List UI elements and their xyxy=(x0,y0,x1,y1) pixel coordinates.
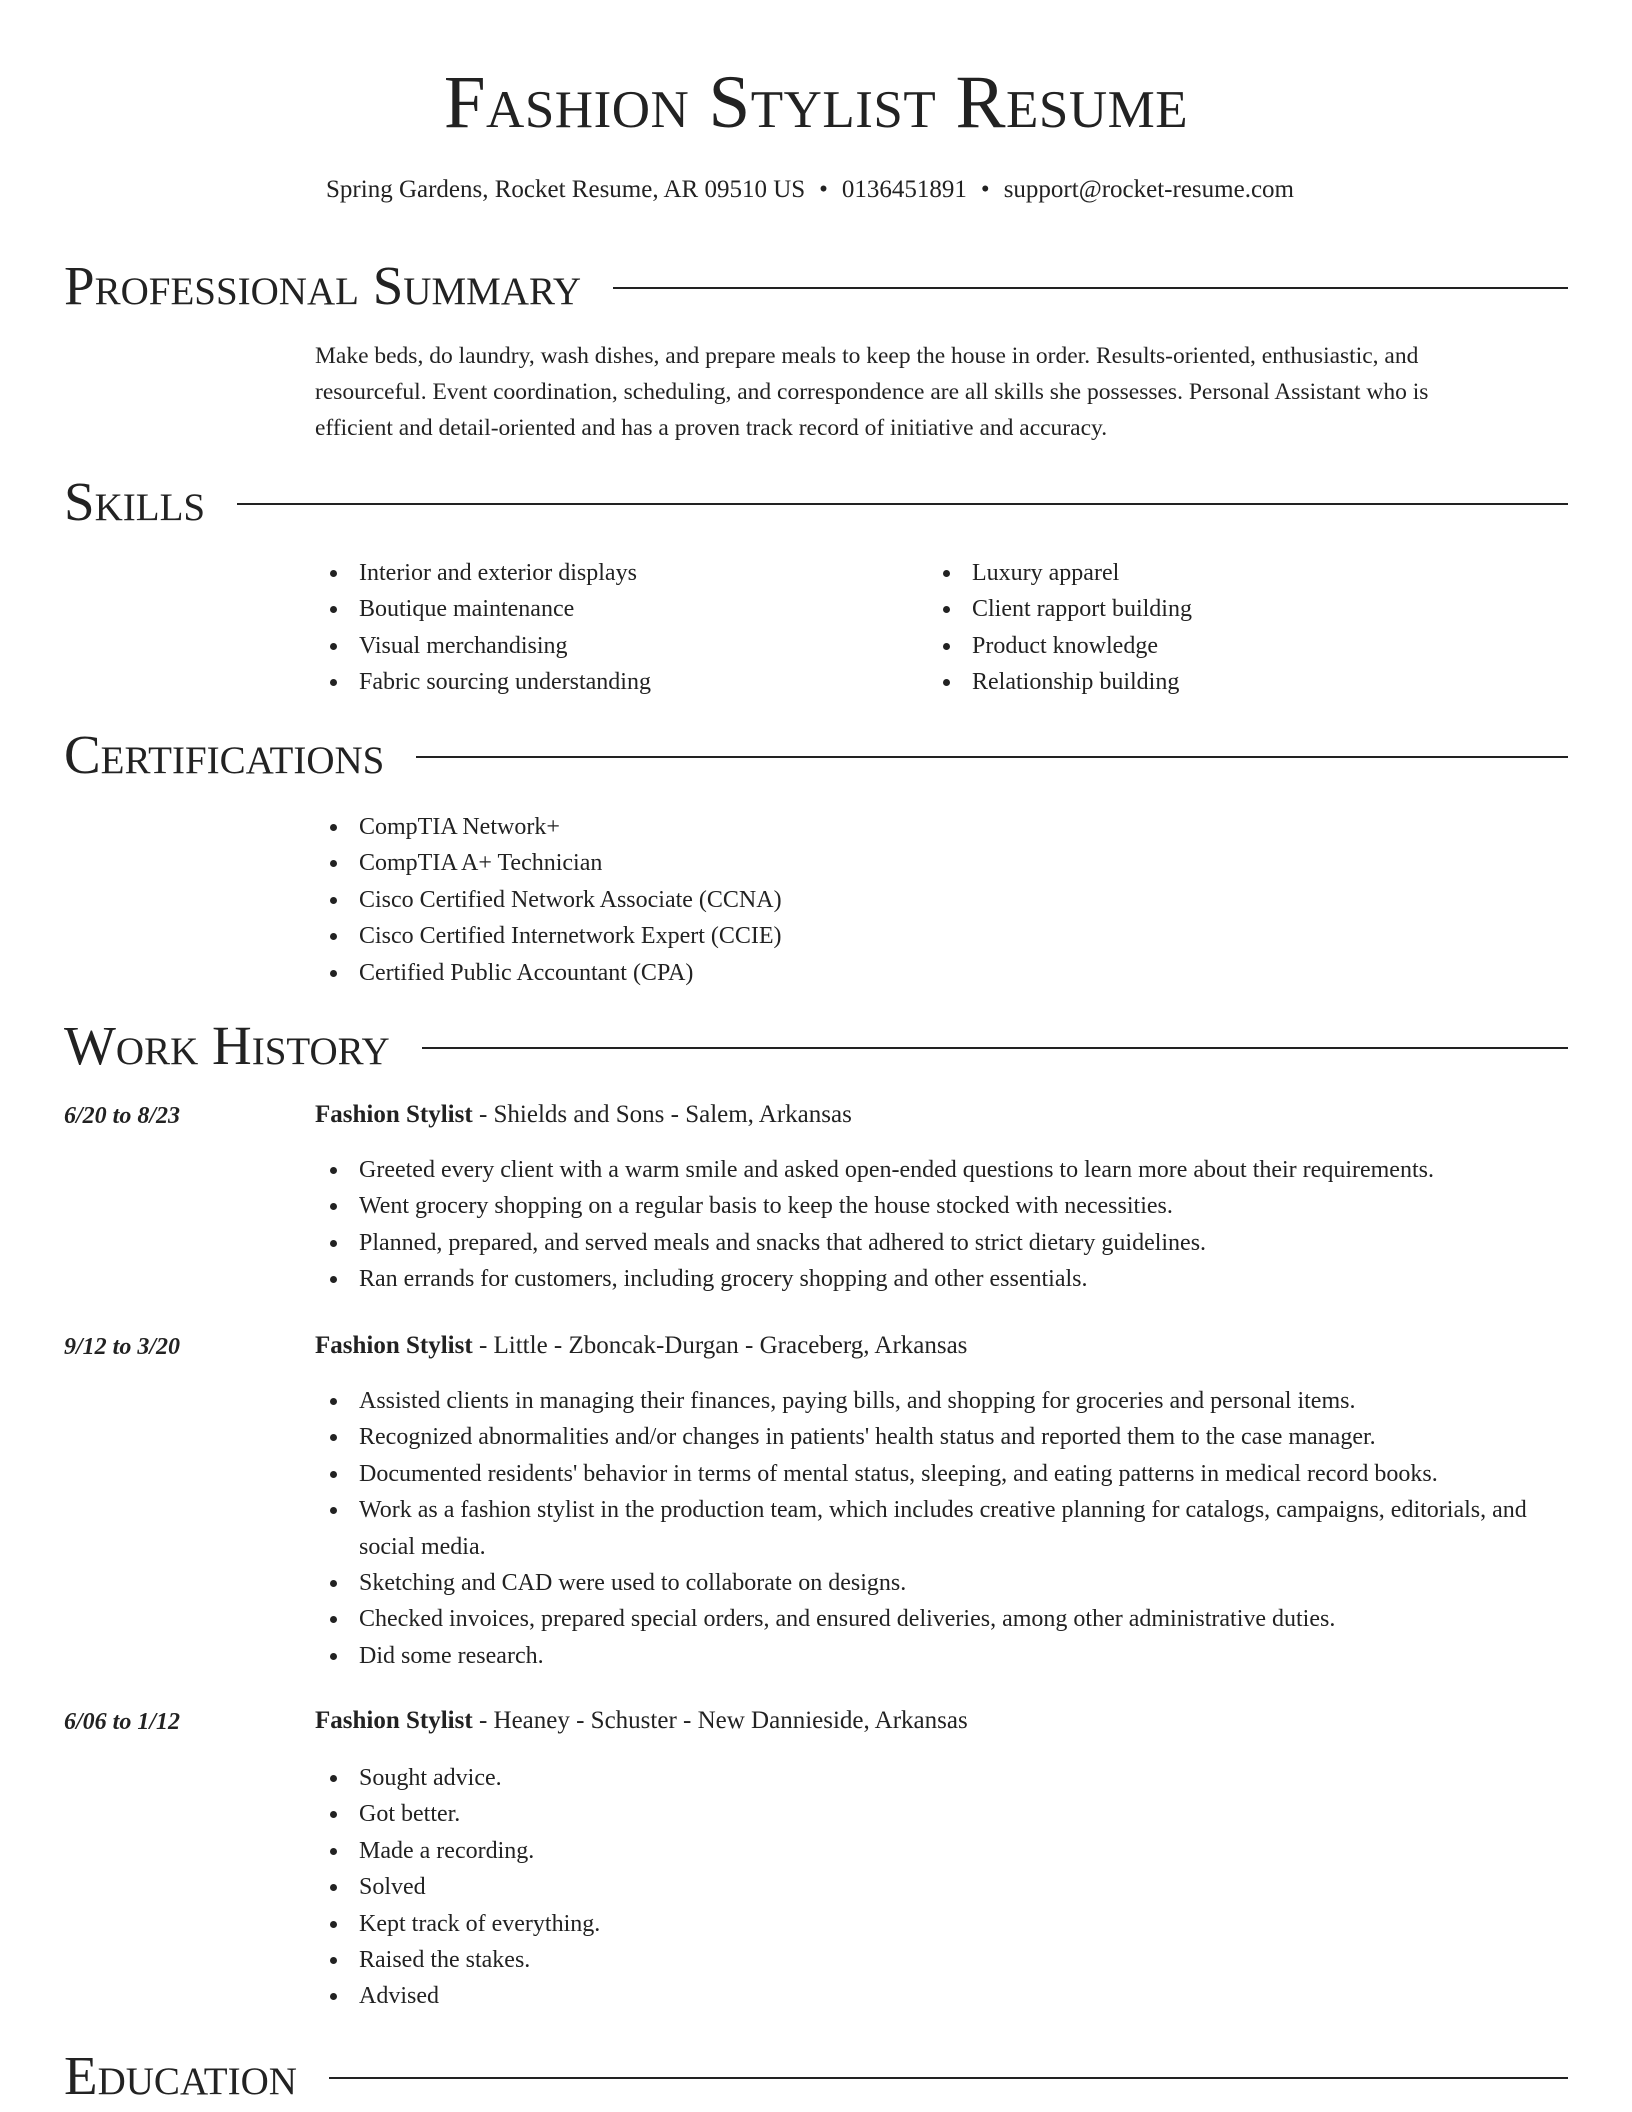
contact-email[interactable]: support@rocket-resume.com xyxy=(1003,176,1294,203)
section-divider xyxy=(237,503,1568,505)
certification-item: Certified Public Accountant (CPA) xyxy=(315,955,1315,991)
contact-address: Spring Gardens, Rocket Resume, AR 09510 US xyxy=(326,176,806,203)
job-duty-item: Work as a fashion stylist in the production team, which includes creative planning for catalogs, campaigns, editorials, and social media. xyxy=(315,1492,1565,1565)
job-duty-item: Recognized abnormalities and/or changes in patients' health status and reported them to the case manager. xyxy=(315,1419,1565,1455)
section-header-certifications xyxy=(64,725,1568,785)
job-duty-item: Did some research. xyxy=(315,1638,1565,1674)
job-dates: 9/12 to 3/20 xyxy=(64,1334,181,1360)
job-duty-item: Documented residents' behavior in terms of mental status, sleeping, and eating patterns in medical record books. xyxy=(315,1456,1565,1492)
section-header-summary xyxy=(64,256,1568,316)
job-heading xyxy=(315,1098,852,1132)
section-title-education: Education xyxy=(64,2045,297,2106)
job-duties-list xyxy=(315,1152,1565,1298)
job-heading xyxy=(315,1704,968,1738)
section-title-certifications: Certifications xyxy=(64,724,385,785)
certification-item: Cisco Certified Internetwork Expert (CCIE) xyxy=(315,918,1315,954)
certifications-list xyxy=(315,809,1315,991)
job-duty-item: Ran errands for customers, including grocery shopping and other essentials. xyxy=(315,1261,1565,1297)
job-duty-item: Raised the stakes. xyxy=(315,1942,1565,1978)
section-title-skills: Skills xyxy=(64,471,206,532)
job-duty-item: Sketching and CAD were used to collaborate on designs. xyxy=(315,1565,1565,1601)
job-dates: 6/06 to 1/12 xyxy=(64,1709,181,1735)
skill-item: Interior and exterior displays xyxy=(315,555,875,591)
job-duty-item: Solved xyxy=(315,1869,1565,1905)
job-duty-item: Planned, prepared, and served meals and snacks that adhered to strict dietary guidelines. xyxy=(315,1225,1565,1261)
section-title-summary: Professional Summary xyxy=(64,255,582,316)
contact-separator: • xyxy=(980,176,990,203)
job-duties-list xyxy=(315,1383,1565,1674)
certification-item: CompTIA Network+ xyxy=(315,809,1315,845)
skill-item: Client rapport building xyxy=(928,591,1488,627)
job-duties-list xyxy=(315,1760,1565,2015)
job-heading xyxy=(315,1329,967,1363)
skill-item: Product knowledge xyxy=(928,628,1488,664)
job-duty-item: Kept track of everything. xyxy=(315,1906,1565,1942)
section-title-work-history: Work History xyxy=(64,1015,390,1076)
section-divider xyxy=(329,2077,1568,2079)
skill-item: Fabric sourcing understanding xyxy=(315,664,875,700)
job-duty-item: Assisted clients in managing their finances, paying bills, and shopping for groceries and personal items. xyxy=(315,1383,1565,1419)
job-duty-item: Got better. xyxy=(315,1796,1565,1832)
skill-item: Luxury apparel xyxy=(928,555,1488,591)
certification-item: Cisco Certified Network Associate (CCNA) xyxy=(315,882,1315,918)
section-header-skills xyxy=(64,472,1568,532)
job-title: Fashion Stylist xyxy=(315,1707,473,1734)
job-title: Fashion Stylist xyxy=(315,1332,473,1359)
job-duty-item: Sought advice. xyxy=(315,1760,1565,1796)
professional-summary-text: Make beds, do laundry, wash dishes, and prepare meals to keep the house in order. Results-oriented, enthusiastic, and resourceful. Event coordination, scheduling, and correspondence are all skills she possesses. Personal Assistant who is efficient and detail-oriented and has a proven track record of initiative and accuracy. xyxy=(315,343,1429,441)
job-duty-item: Greeted every client with a warm smile and asked open-ended questions to learn more about their requirements. xyxy=(315,1152,1565,1188)
certification-item: CompTIA A+ Technician xyxy=(315,845,1315,881)
job-dates: 6/20 to 8/23 xyxy=(64,1103,181,1129)
job-employer-location: - Little - Zboncak-Durgan - Graceberg, Arkansas xyxy=(472,1332,968,1359)
skills-list-right xyxy=(928,555,1488,701)
contact-phone: 0136451891 xyxy=(841,176,967,203)
contact-separator: • xyxy=(819,176,828,203)
job-duty-item: Went grocery shopping on a regular basis to keep the house stocked with necessities. xyxy=(315,1188,1565,1224)
job-employer-location: - Shields and Sons - Salem, Arkansas xyxy=(472,1101,852,1128)
section-divider xyxy=(422,1047,1568,1049)
job-employer-location: - Heaney - Schuster - New Dannieside, Arkansas xyxy=(472,1707,968,1734)
job-duty-item: Made a recording. xyxy=(315,1833,1565,1869)
job-title: Fashion Stylist xyxy=(315,1101,473,1128)
section-header-education xyxy=(64,2046,1568,2106)
skill-item: Relationship building xyxy=(928,664,1488,700)
section-divider xyxy=(613,287,1568,289)
skill-item: Boutique maintenance xyxy=(315,591,875,627)
contact-line xyxy=(0,173,1620,207)
section-header-work-history xyxy=(64,1016,1568,1076)
resume-title: Fashion Stylist Resume xyxy=(443,61,1189,144)
job-duty-item: Checked invoices, prepared special orders, and ensured deliveries, among other administrative duties. xyxy=(315,1601,1565,1637)
section-divider xyxy=(416,756,1568,758)
skills-list-left xyxy=(315,555,875,701)
skill-item: Visual merchandising xyxy=(315,628,875,664)
job-duty-item: Advised xyxy=(315,1978,1565,2014)
